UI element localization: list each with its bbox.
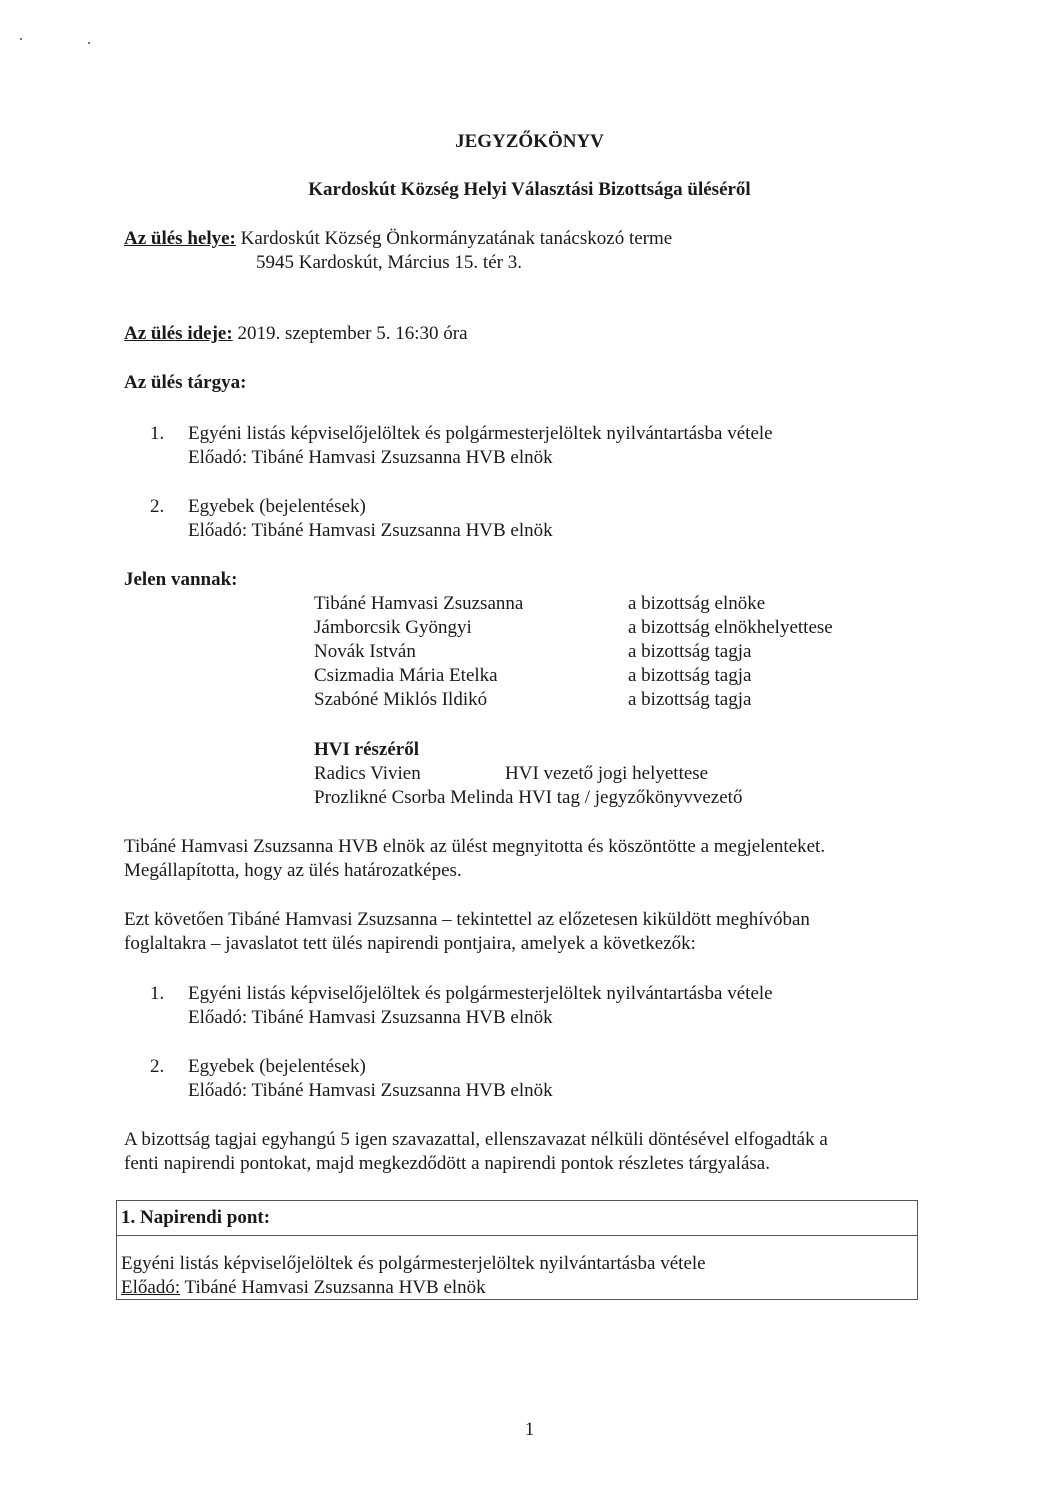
agenda-item-1 [150,982,773,1006]
item-title: Egyéni listás képviselőjelöltek és polgármesterjelöltek nyilvántartásba vétele [188,423,773,444]
item-number: 1. [150,423,165,444]
agenda-item-2 [150,1055,366,1079]
time-label: Az ülés ideje: [124,323,233,344]
member-name: Jámborcsik Gyöngyi [314,617,472,638]
item-presenter: Előadó: Tibáné Hamvasi Zsuzsanna HVB elnök [188,1080,553,1101]
hvi-name: Radics Vivien [314,763,421,784]
meeting-time [124,322,468,346]
agenda-point-title: Egyéni listás képviselőjelöltek és polgármesterjelöltek nyilvántartásba vétele [121,1253,706,1274]
hvi-name: Prozlikné Csorba Melinda [314,787,514,808]
agenda-point-heading: 1. Napirendi pont: [121,1207,271,1228]
member-role: a bizottság elnökhelyettese [628,617,833,638]
subject-item-2 [150,495,366,519]
subject-item-1 [150,422,773,446]
member-role: a bizottság tagja [628,665,752,686]
paragraph-proposal-2: foglaltakra – javaslatot tett ülés napirendi pontjaira, amelyek a következők: [124,933,696,954]
paragraph-vote-2: fenti napirendi pontokat, majd megkezdődött a napirendi pontok részletes tárgyalása. [124,1153,770,1174]
item-presenter: Előadó: Tibáné Hamvasi Zsuzsanna HVB elnök [188,447,553,468]
hvi-role: HVI vezető jogi helyettese [505,763,709,784]
member-name: Csizmadia Mária Etelka [314,665,498,686]
member-name: Tibáné Hamvasi Zsuzsanna [314,593,524,614]
presenter-name: Tibáné Hamvasi Zsuzsanna HVB elnök [184,1277,486,1298]
hvi-label: HVI részéről [314,739,419,760]
scan-speck [20,38,22,40]
agenda-point-presenter [121,1276,486,1300]
member-role: a bizottság tagja [628,641,752,662]
paragraph-opening-1: Tibáné Hamvasi Zsuzsanna HVB elnök az ülést megnyitotta és köszöntötte a megjelenteket. [124,836,826,857]
member-name: Szabóné Miklós Ildikó [314,689,488,710]
paragraph-vote-1: A bizottság tagjai egyhangú 5 igen szavazattal, ellenszavazat nélküli döntésével elfogadták a [124,1129,828,1150]
document-title: JEGYZŐKÖNYV [455,131,604,152]
place-line2: 5945 Kardoskút, Március 15. tér 3. [256,252,522,273]
hvi-role: HVI tag / jegyzőkönyvvezető [518,787,743,808]
place-label: Az ülés helye: [124,228,236,249]
document-subtitle: Kardoskút Község Helyi Választási Bizottsága üléséről [308,179,751,200]
item-number: 2. [150,1056,165,1077]
member-role: a bizottság elnöke [628,593,766,614]
present-label: Jelen vannak: [124,569,238,590]
item-presenter: Előadó: Tibáné Hamvasi Zsuzsanna HVB elnök [188,1007,553,1028]
item-title: Egyéni listás képviselőjelöltek és polgármesterjelöltek nyilvántartásba vétele [188,983,773,1004]
subject-label: Az ülés tárgya: [124,372,247,393]
place-line1: Kardoskút Község Önkormányzatának tanácskozó terme [240,228,673,249]
time-value: 2019. szeptember 5. 16:30 óra [237,323,468,344]
box-divider [117,1235,917,1236]
page-number: 1 [524,1419,535,1440]
item-title: Egyebek (bejelentések) [188,1056,366,1077]
member-role: a bizottság tagja [628,689,752,710]
hvi-entry [314,786,742,810]
item-presenter: Előadó: Tibáné Hamvasi Zsuzsanna HVB elnök [188,520,553,541]
item-number: 2. [150,496,165,517]
paragraph-opening-2: Megállapította, hogy az ülés határozatképes. [124,860,462,881]
paragraph-proposal-1: Ezt követően Tibáné Hamvasi Zsuzsanna – tekintettel az előzetesen kiküldött meghívóban [124,909,810,930]
presenter-label: Előadó: [121,1277,181,1298]
member-name: Novák István [314,641,416,662]
scan-speck [88,42,90,44]
item-number: 1. [150,983,165,1004]
meeting-place [124,227,672,251]
item-title: Egyebek (bejelentések) [188,496,366,517]
